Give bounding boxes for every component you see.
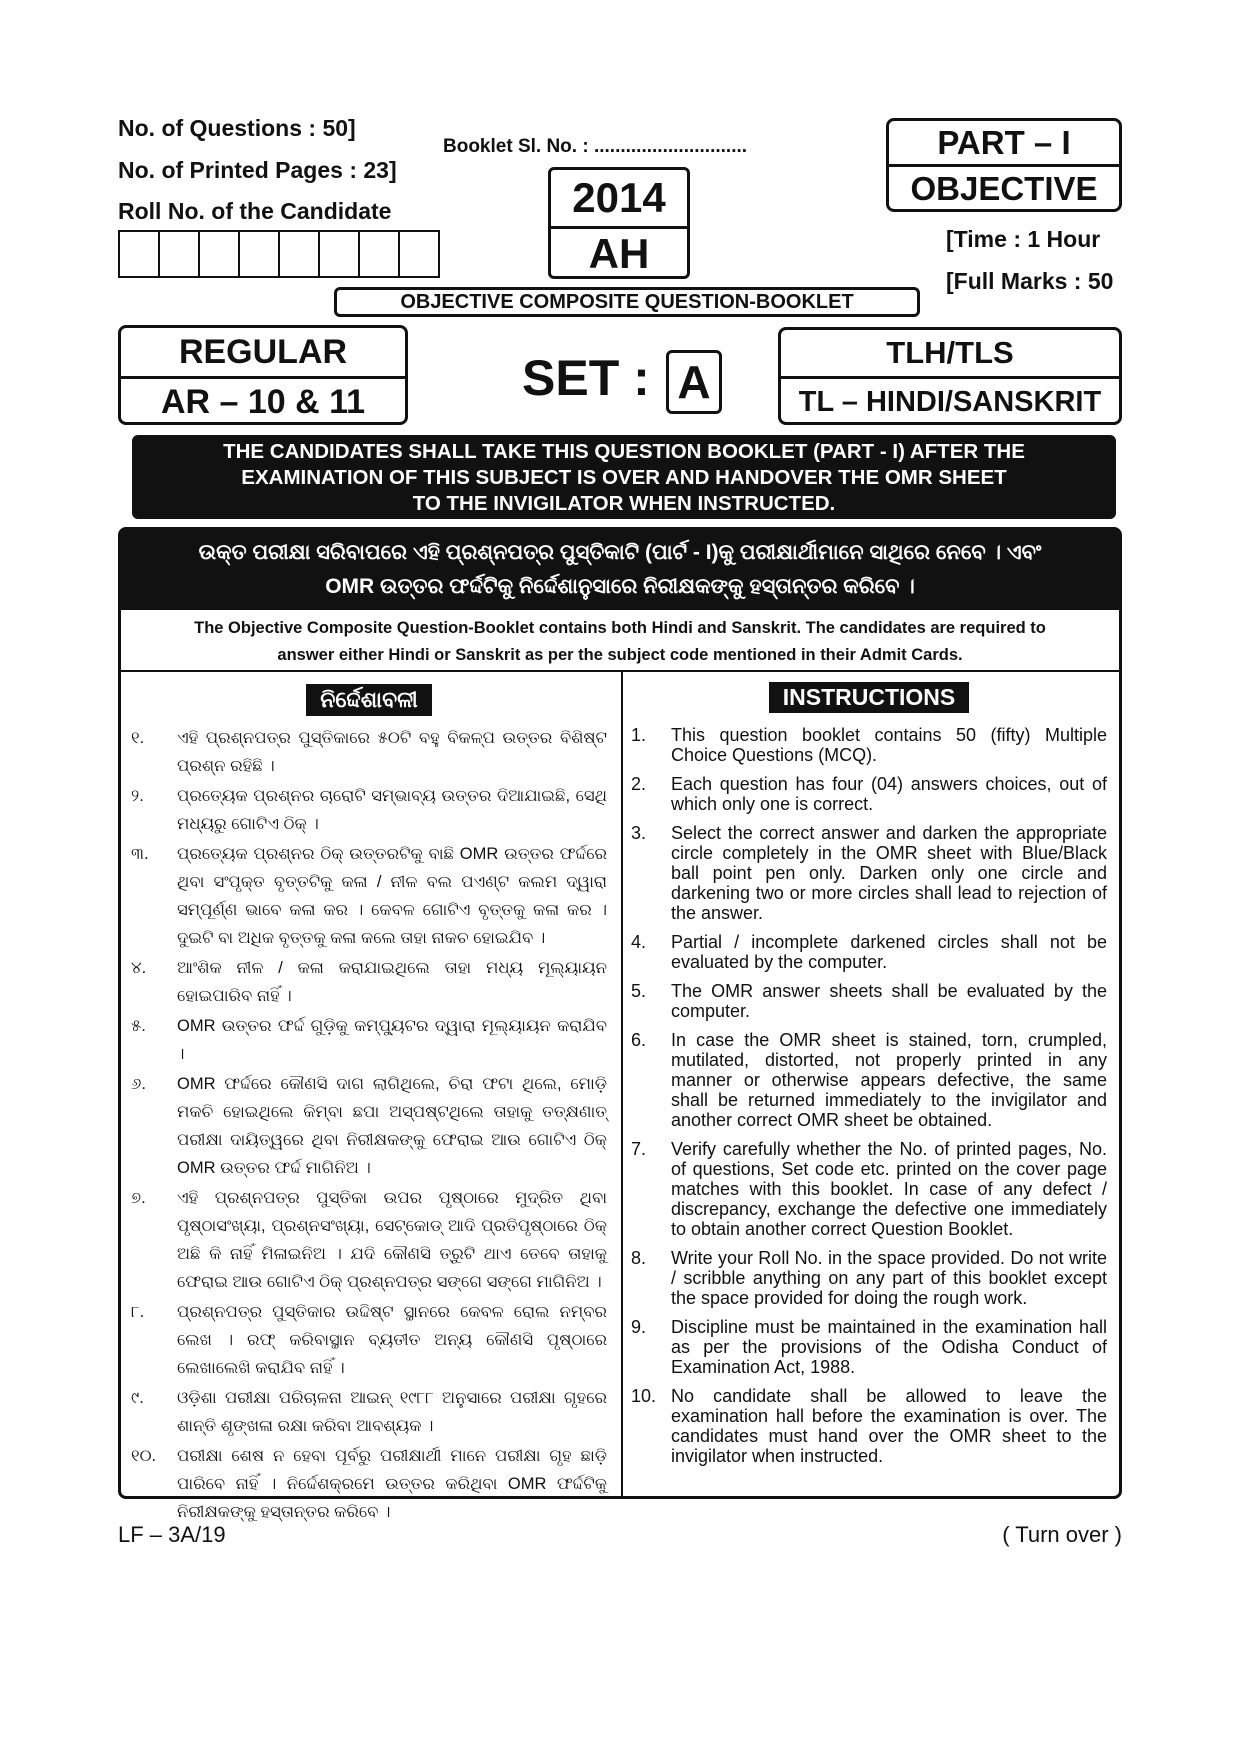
notice-line: ଉକ୍ତ ପରୀକ୍ଷା ସରିବାପରେ ଏହି ପ୍ରଶ୍ନପତ୍ର ପୁସ୍ତିକାଟି (ପାର୍ଟ - I)କୁ ପରୀକ୍ଷାର୍ଥୀମାନେ ସାଥିରେ ନେବେ । ଏବଂ [198,541,1042,564]
objective-label: OBJECTIVE [910,170,1098,207]
instruction-number: 4. [631,932,647,952]
instruction-item [631,1030,1107,1130]
roll-digit-box[interactable] [398,230,440,278]
instruction-item [631,1139,1107,1239]
instruction-item [631,1317,1107,1377]
instruction-item [631,1386,1107,1466]
set-value: A [666,350,722,414]
instruction-item [131,782,607,838]
instruction-number: ୨. [131,787,144,805]
roll-digit-box[interactable] [198,230,240,278]
instruction-text: No candidate shall be allowed to leave the examination hall before the examination is over. The candidates must hand over the OMR sheet to the invigilator when instructed. [671,1386,1107,1466]
instruction-text: Partial / incomplete darkened circles shall not be evaluated by the computer. [671,932,1107,972]
instruction-text: ପରୀକ୍ଷା ଶେଷ ନ ହେବା ପୂର୍ବରୁ ପରୀକ୍ଷାର୍ଥୀ ମାନେ ପରୀକ୍ଷା ଗୃହ ଛାଡ଼ି ପାରିବେ ନାହିଁ । ନିର୍ଦ୍ଦେଶକ୍ରମେ ଉତ୍ତର କରିଥିବା OMR ଫର୍ଦ୍ଦଟିକୁ ନିରୀକ୍ଷକଙ୍କୁ ହସ୍ତାନ୍ତର କରିବେ । [177,1447,607,1521]
regular-box [118,325,408,425]
instruction-number: ୩. [131,845,149,863]
roll-digit-box[interactable] [158,230,200,278]
instruction-item [131,724,607,780]
roll-digit-box[interactable] [118,230,160,278]
odia-instructions [121,672,623,1521]
instruction-item [131,1070,607,1182]
instruction-item [131,840,607,952]
instruction-item [631,725,1107,765]
instruction-number: 9. [631,1317,647,1337]
instruction-number: ୯. [131,1389,144,1407]
english-instruction-list [631,725,1107,1466]
composite-note [121,610,1119,672]
instruction-text: In case the OMR sheet is stained, torn, crumpled, mutilated, distorted, not properly printed in any manner or otherwise appears defective, the same shall be returned immediately to the invigilator and another correct OMR sheet be obtained. [671,1030,1107,1130]
instruction-text: OMR ଉତ୍ତର ଫର୍ଦ୍ଦ ଗୁଡ଼ିକୁ କମ୍ପ୍ୟୁଟର ଦ୍ୱାରା ମୂଲ୍ୟାୟନ କରାଯିବ । [177,1017,607,1063]
notice-line: EXAMINATION OF THIS SUBJECT IS OVER AND HANDOVER THE OMR SHEET [241,466,1007,489]
instruction-number: ୫. [131,1017,146,1035]
year-code-box [548,167,690,279]
roll-label: Roll No. of the Candidate [118,198,392,224]
instruction-item [131,1442,607,1526]
instruction-text: ଆଂଶିକ ନୀଳ / କଳା କରାଯାଇଥିଲେ ତାହା ମଧ୍ୟ ମୂଲ୍ୟାୟନ ହୋଇପାରିବ ନାହିଁ । [177,959,607,1005]
instruction-text: ପ୍ରତ୍ୟେକ ପ୍ରଶ୍ନର ଠିକ୍ ଉତ୍ତରଟିକୁ ବାଛି OMR ଉତ୍ତର ଫର୍ଦ୍ଦରେ ଥିବା ସଂପୃକ୍ତ ବୃତ୍ତଟିକୁ କଳା / ନୀଳ ବଲ ପଏଣ୍ଟ କଲମ ଦ୍ୱାରା ସମ୍ପୂର୍ଣ୍ଣ ଭାବେ କଳା କର । କେବଳ ଗୋଟିଏ ବୃତ୍ତକୁ କଳା କର । ଦୁଇଟି ବା ଅଧିକ ବୃତ୍ତକୁ କଳା କଲେ ତାହା ନାକଚ ହୋଇଯିବ । [177,845,607,947]
instruction-text: OMR ଫର୍ଦ୍ଦରେ କୌଣସି ଦାଗ ଲାଗିଥିଲେ, ଚିରା ଫଟା ଥିଲେ, ମୋଡ଼ି ମକଚି ହୋଇଥିଲେ କିମ୍ବା ଛପା ଅସ୍ପଷ୍ଟଥିଲେ ତାହାକୁ ତତ୍କ୍ଷଣାତ୍ ପରୀକ୍ଷା ଦାୟିତ୍ୱରେ ଥିବା ନିରୀକ୍ଷକଙ୍କୁ ଫେରାଇ ଆଉ ଗୋଟିଏ ଠିକ୍ OMR ଉତ୍ତର ଫର୍ଦ୍ଦ ମାଗିନିଅ । [177,1075,607,1177]
notice-line: TO THE INVIGILATOR WHEN INSTRUCTED. [412,492,836,515]
roll-digit-box[interactable] [278,230,320,278]
instruction-text: Select the correct answer and darken the appropriate circle completely in the OMR sheet with Blue/Black ball point pen only. Darken only one circle and darkening two or more circles shall lead to rejection of the answer. [671,823,1107,923]
part-box [886,118,1122,212]
set-label: SET : [522,350,650,406]
instruction-item [131,1298,607,1382]
roll-digit-box[interactable] [358,230,400,278]
exam-year: 2014 [551,170,687,229]
odia-instruction-list [131,724,607,1526]
instruction-text: Write your Roll No. in the space provided. Do not write / scribble anything on any part of this booklet except the space provided for doing the rough work. [671,1248,1107,1308]
questions-count: No. of Questions : 50] [118,115,356,141]
instruction-text: ପ୍ରତ୍ୟେକ ପ୍ରଶ୍ନର ଚାରୋଟି ସମ୍ଭାବ୍ୟ ଉତ୍ତର ଦିଆଯାଇଛି, ସେଥି ମଧ୍ୟରୁ ଗୋଟିଏ ଠିକ୍ । [177,787,607,833]
instruction-number: 3. [631,823,647,843]
instruction-number: ୮. [131,1303,145,1321]
instruction-number: 1. [631,725,647,745]
instruction-number: ୭. [131,1189,146,1207]
form-code: LF – 3A/19 [118,1522,226,1547]
instruction-number: ୧୦. [131,1447,157,1465]
instruction-number: 7. [631,1139,647,1159]
instruction-item [131,954,607,1010]
instruction-text: Each question has four (04) answers choices, out of which only one is correct. [671,774,1107,814]
instruction-item [631,1248,1107,1308]
notice-english [132,435,1116,519]
instructions-columns [121,672,1119,1521]
instruction-number: 5. [631,981,647,1001]
instruction-number: ୧. [131,729,145,747]
instruction-text: ଓଡ଼ିଶା ପରୀକ୍ଷା ପରିଚାଳନା ଆଇନ୍ ୧୯୮୮ ଅନୁସାରେ ପରୀକ୍ଷା ଗୃହରେ ଶାନ୍ତି ଶୃଙ୍ଖଳା ରକ୍ଷା କରିବା ଆବଶ୍ୟକ । [177,1389,607,1435]
composite-title: OBJECTIVE COMPOSITE QUESTION-BOOKLET [334,287,920,317]
instruction-text: ପ୍ରଶ୍ନପତ୍ର ପୁସ୍ତିକାର ଉଦ୍ଦିଷ୍ଟ ସ୍ଥାନରେ କେବଳ ରୋଲ ନମ୍ବର ଲେଖ । ରଫ୍ କରିବାସ୍ଥାନ ବ୍ୟତୀତ ଅନ୍ୟ କୌଣସି ପୃଷ୍ଠାରେ ଲେଖାଲେଖି କରାଯିବ ନାହିଁ । [177,1303,607,1377]
booklet-serial: Booklet Sl. No. : ............................. [443,136,748,157]
instruction-number: ୪. [131,959,147,977]
odia-instructions-title: ନିର୍ଦ୍ଦେଶାବଳୀ [306,684,432,716]
instruction-item [631,932,1107,972]
english-instructions [623,672,1119,1496]
note-line: answer either Hindi or Sanskrit as per the subject code mentioned in their Admit Cards. [277,646,963,664]
note-line: The Objective Composite Question-Booklet contains both Hindi and Sanskrit. The candidates are required to [194,619,1046,637]
instruction-number: 6. [631,1030,647,1050]
instruction-text: ଏହି ପ୍ରଶ୍ନପତ୍ର ପୁସ୍ତିକାରେ ୫୦ଟି ବହୁ ବିକଳ୍ପ ଉତ୍ତର ବିଶିଷ୍ଟ ପ୍ରଶ୍ନ ରହିଛି । [177,729,607,775]
notice-line: THE CANDIDATES SHALL TAKE THIS QUESTION BOOKLET (PART - I) AFTER THE [223,440,1025,463]
regular-label: REGULAR [121,328,405,379]
notice-odia [121,530,1119,610]
exam-time: [Time : 1 Hour [946,226,1101,252]
instruction-number: 2. [631,774,647,794]
subject-box [778,327,1122,425]
instruction-text: ଏହି ପ୍ରଶ୍ନପତ୍ର ପୁସ୍ତିକା ଉପର ପୃଷ୍ଠାରେ ମୁଦ୍ରିତ ଥିବା ପୃଷ୍ଠାସଂଖ୍ୟା, ପ୍ରଶ୍ନସଂଖ୍ୟା, ସେଟ୍‌କୋଡ୍ ଆଦି ପ୍ରତିପୃଷ୍ଠାରେ ଠିକ୍ ଅଛି କି ନାହିଁ ମିଳାଇନିଅ । ଯଦି କୌଣସି ତ୍ରୁଟି ଥାଏ ତେବେ ତାହାକୁ ଫେରାଇ ଆଉ ଗୋଟିଏ ଠିକ୍ ପ୍ରଶ୍ନପତ୍ର ସଙ୍ଗେ ସଙ୍ଗେ ମାଗିନିଅ । [177,1189,607,1291]
full-marks: [Full Marks : 50 [946,268,1114,294]
regular-code: AR – 10 & 11 [160,383,366,421]
roll-digit-box[interactable] [238,230,280,278]
instruction-text: The OMR answer sheets shall be evaluated by the computer. [671,981,1107,1021]
subject-code: TLH/TLS [781,330,1119,379]
instruction-number: ୬. [131,1075,146,1093]
instruction-number: 8. [631,1248,647,1268]
instruction-item [131,1384,607,1440]
instruction-text: Verify carefully whether the No. of printed pages, No. of questions, Set code etc. printed on the cover page matches with this booklet. In case of any defect / discrepancy, exchange the defective one immediately to obtain another correct Question Booklet. [671,1139,1107,1239]
turn-over: ( Turn over ) [1002,1522,1122,1547]
exam-code: AH [588,230,650,277]
roll-number-boxes[interactable] [120,230,440,278]
instruction-text: Discipline must be maintained in the examination hall as per the provisions of the Odisha Conduct of Examination Act, 1988. [671,1317,1107,1377]
instruction-item [631,774,1107,814]
instruction-number: 10. [631,1386,657,1406]
instruction-item [131,1184,607,1296]
instruction-item [631,823,1107,923]
instruction-item [631,981,1107,1021]
subject-name: TL – HINDI/SANSKRIT [798,386,1102,418]
instructions-frame [118,527,1122,1521]
part-label: PART – I [889,121,1119,167]
instruction-text: This question booklet contains 50 (fifty) Multiple Choice Questions (MCQ). [671,725,1107,765]
printed-pages: No. of Printed Pages : 23] [118,157,397,183]
roll-digit-box[interactable] [318,230,360,278]
english-instructions-title: INSTRUCTIONS [769,682,970,713]
notice-line: OMR ଉତ୍ତର ଫର୍ଦ୍ଦଟିକୁ ନିର୍ଦ୍ଦେଶାନୁସାରେ ନିରୀକ୍ଷକଙ୍କୁ ହସ୍ତାନ୍ତର କରିବେ । [325,575,915,598]
instruction-item [131,1012,607,1068]
